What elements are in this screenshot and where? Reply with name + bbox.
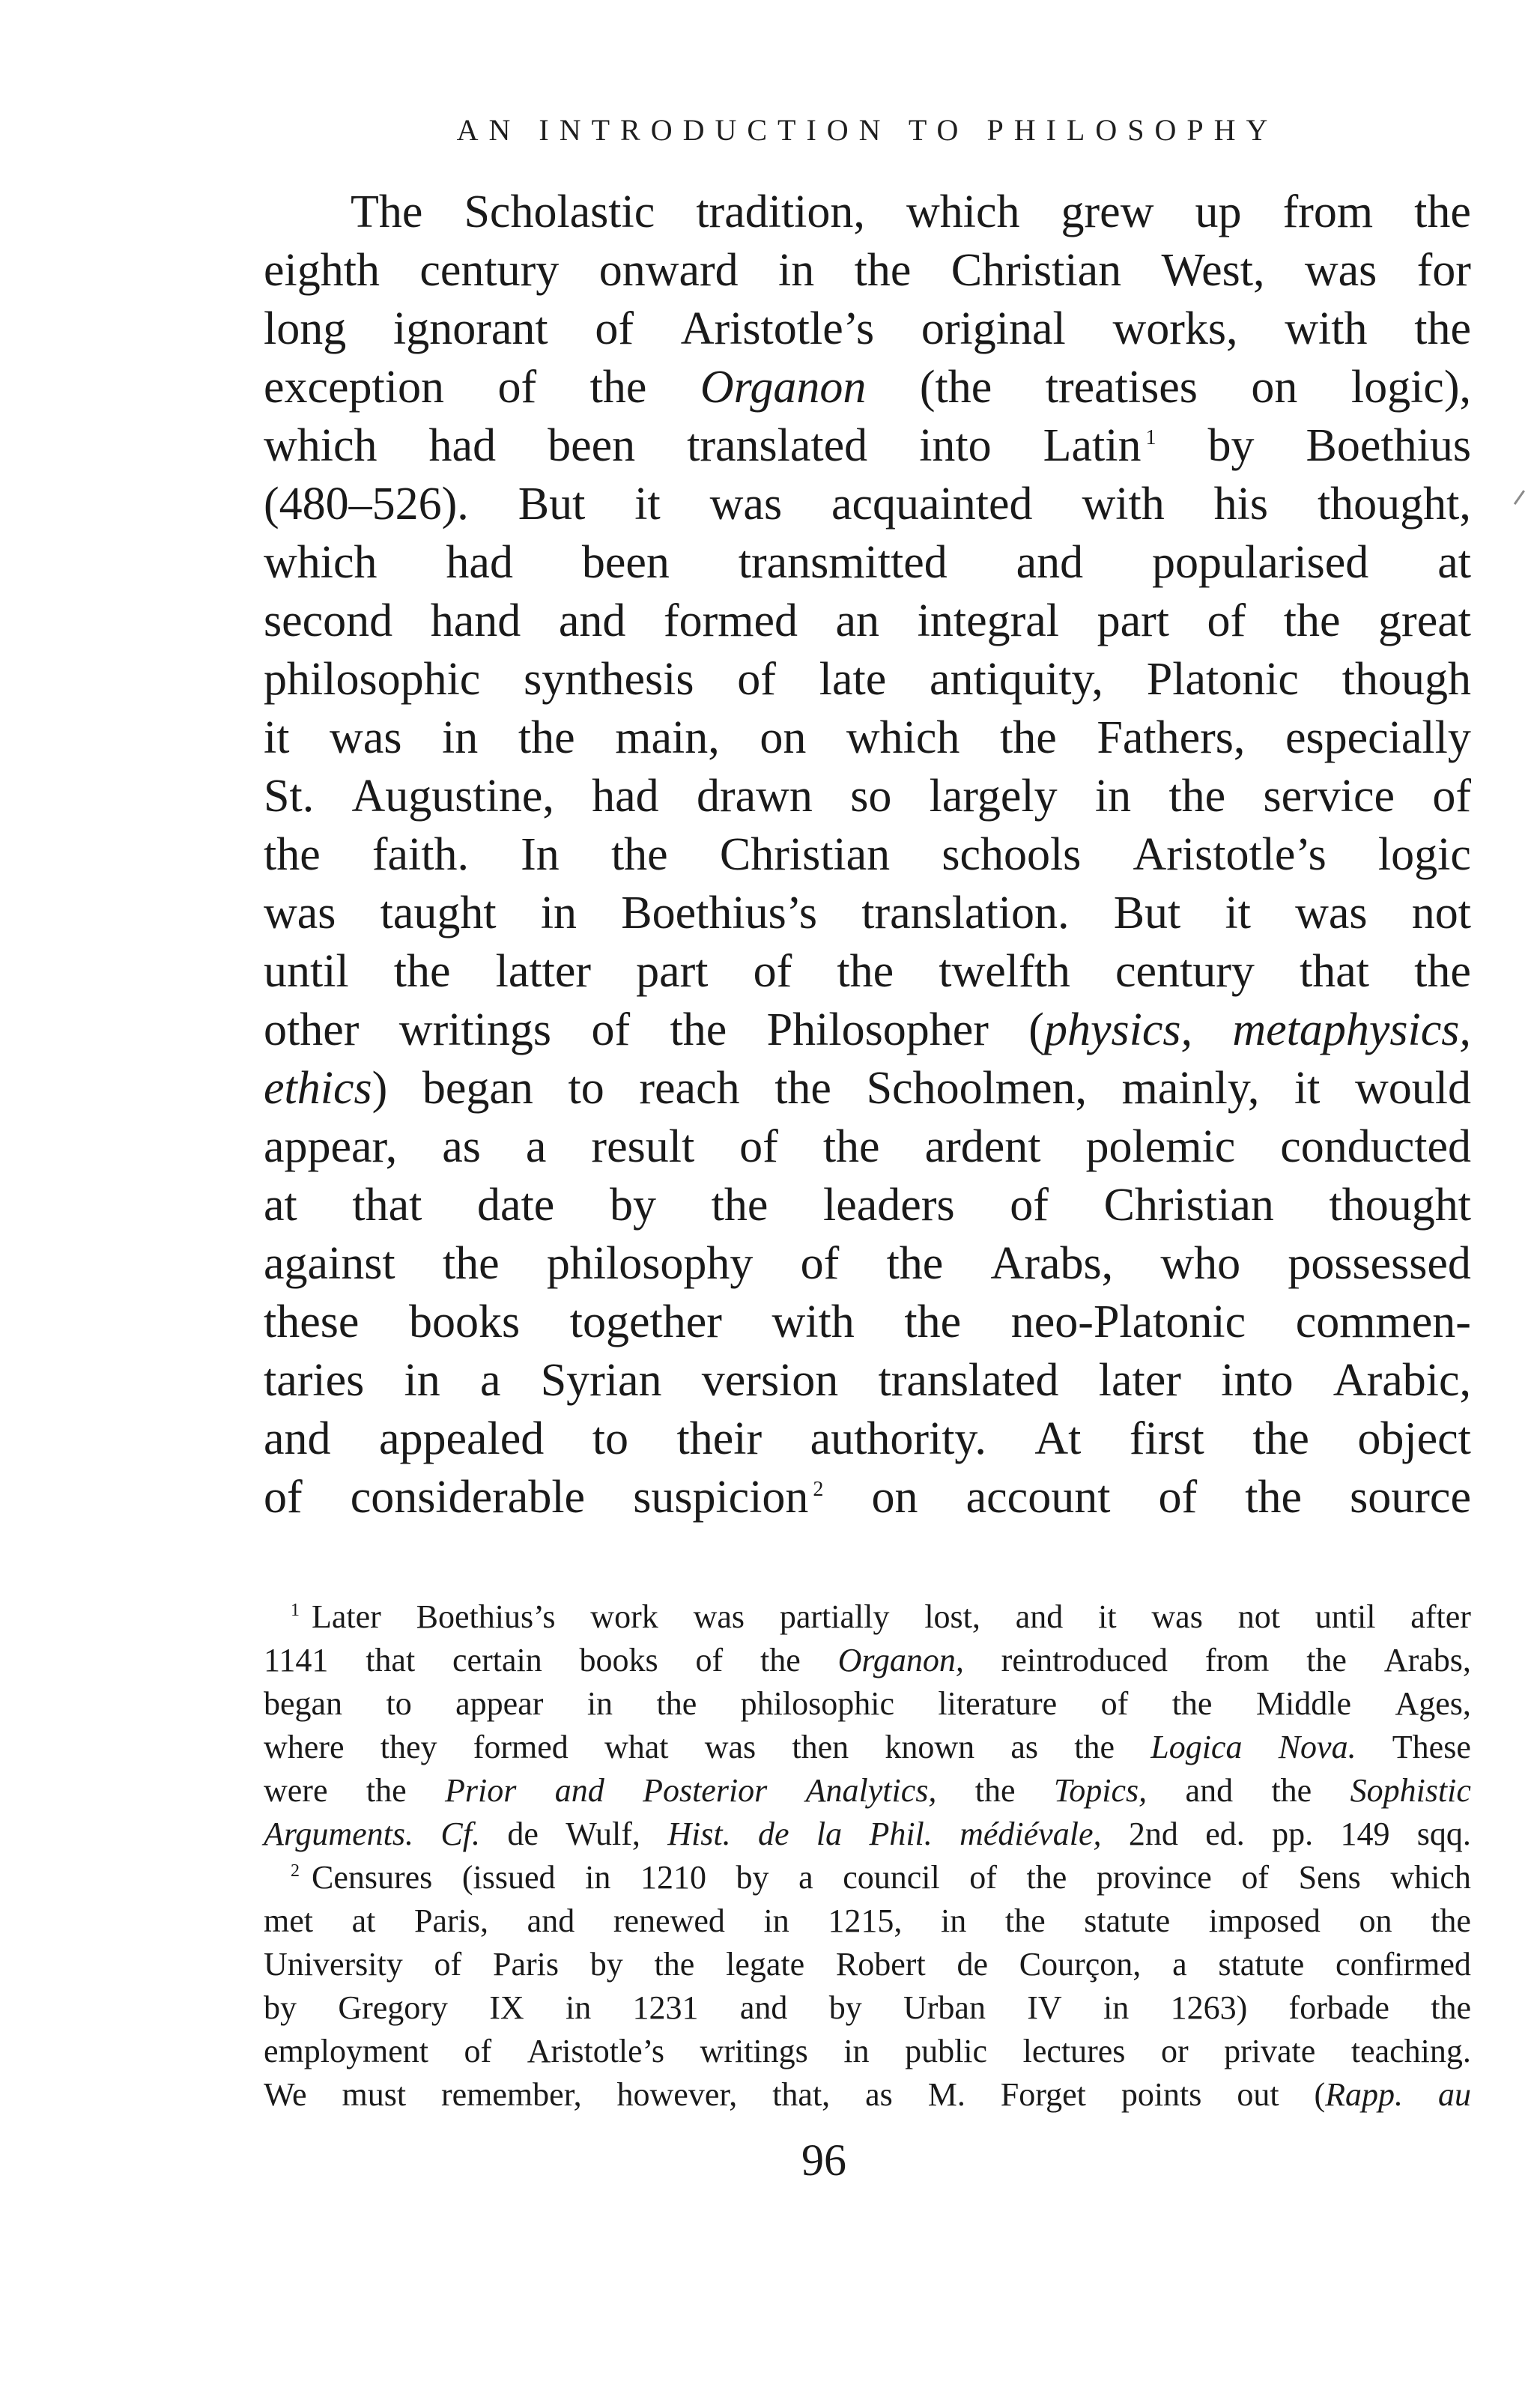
- footnotes: [264, 1595, 1471, 2117]
- text-line: which had been transmitted and popularised at: [264, 537, 1471, 588]
- text-line: appear, as a result of the ardent polemic conducted: [264, 1121, 1471, 1172]
- body-text: [264, 183, 1471, 1526]
- text-line: second hand and formed an integral part of the great: [264, 595, 1471, 646]
- text-line: was taught in Boethius’s translation. But it was not: [264, 888, 1471, 938]
- text-line: against the philosophy of the Arabs, who possessed: [264, 1238, 1471, 1289]
- text-line: exception of the Organon (the treatises on logic),: [264, 362, 1471, 413]
- footnote-line: began to appear in the philosophic literature of the Middle Ages,: [264, 1685, 1471, 1722]
- text-line: long ignorant of Aristotle’s original works, with the: [264, 303, 1471, 354]
- footnote-line: $^1$ Later Boethius’s work was partially lost, and it was not until after: [291, 1598, 1471, 1635]
- page-number: 96: [801, 2135, 846, 2185]
- text-line: which had been translated into Latin $^1$ by Boethius: [264, 420, 1471, 471]
- footnote-number: 2: [291, 1861, 300, 1881]
- footnote-line: 1141 that certain books of the Organon, reintroduced from the Arabs,: [264, 1642, 1471, 1678]
- text-line: the faith. In the Christian schools Aristotle’s logic: [264, 829, 1471, 880]
- text-line: until the latter part of the twelfth century that the: [264, 946, 1471, 997]
- text-line: these books together with the neo-Platonic commen-: [264, 1297, 1471, 1347]
- footnote-reference: 1: [1145, 426, 1156, 450]
- text-line: of considerable suspicion $^2$ on account of the source: [264, 1472, 1471, 1523]
- text-line: (480–526). But it was acquainted with his thought,: [264, 479, 1471, 530]
- footnote-line: were the Prior and Posterior Analytics, the Topics, and the Sophistic: [264, 1772, 1471, 1809]
- footnote-reference: 2: [813, 1478, 824, 1502]
- footnote-line: by Gregory IX in 1231 and by Urban IV in 1263) forbade the: [264, 1989, 1471, 2026]
- margin-mark: [1514, 490, 1531, 509]
- text-line: eighth century onward in the Christian West, was for: [264, 245, 1471, 296]
- footnote-line: We must remember, however, that, as M. Forget points out (Rapp. au: [264, 2076, 1471, 2113]
- text-line: other writings of the Philosopher (physics, metaphysics,: [264, 1004, 1471, 1055]
- running-head: AN INTRODUCTION TO PHILOSOPHY: [456, 113, 1279, 147]
- footnote-line: Arguments. Cf. de Wulf, Hist. de la Phil. médiévale, 2nd ed. pp. 149 sqq.: [264, 1816, 1471, 1852]
- footnote-line: met at Paris, and renewed in 1215, in the statute imposed on the: [264, 1902, 1471, 1939]
- footnote-line: $^2$ Censures (issued in 1210 by a council of the province of Sens which: [291, 1859, 1471, 1896]
- text-line: philosophic synthesis of late antiquity, Platonic though: [264, 654, 1471, 705]
- footnote-number: 1: [291, 1601, 300, 1621]
- text-line: and appealed to their authority. At first the object: [264, 1413, 1471, 1464]
- footnote-line: University of Paris by the legate Robert de Courçon, a statute confirmed: [264, 1946, 1471, 1983]
- text-line: at that date by the leaders of Christian thought: [264, 1180, 1471, 1231]
- footnote-line: employment of Aristotle’s writings in public lectures or private teaching.: [264, 2033, 1471, 2069]
- text-line: The Scholastic tradition, which grew up from the: [351, 186, 1471, 237]
- text-line: it was in the main, on which the Fathers, especially: [264, 712, 1471, 763]
- text-line: ethics) began to reach the Schoolmen, mainly, it would: [264, 1063, 1471, 1114]
- text-line: St. Augustine, had drawn so largely in the service of: [264, 771, 1471, 822]
- text-line: taries in a Syrian version translated later into Arabic,: [264, 1355, 1471, 1406]
- footnote-line: where they formed what was then known as the Logica Nova. These: [264, 1729, 1471, 1765]
